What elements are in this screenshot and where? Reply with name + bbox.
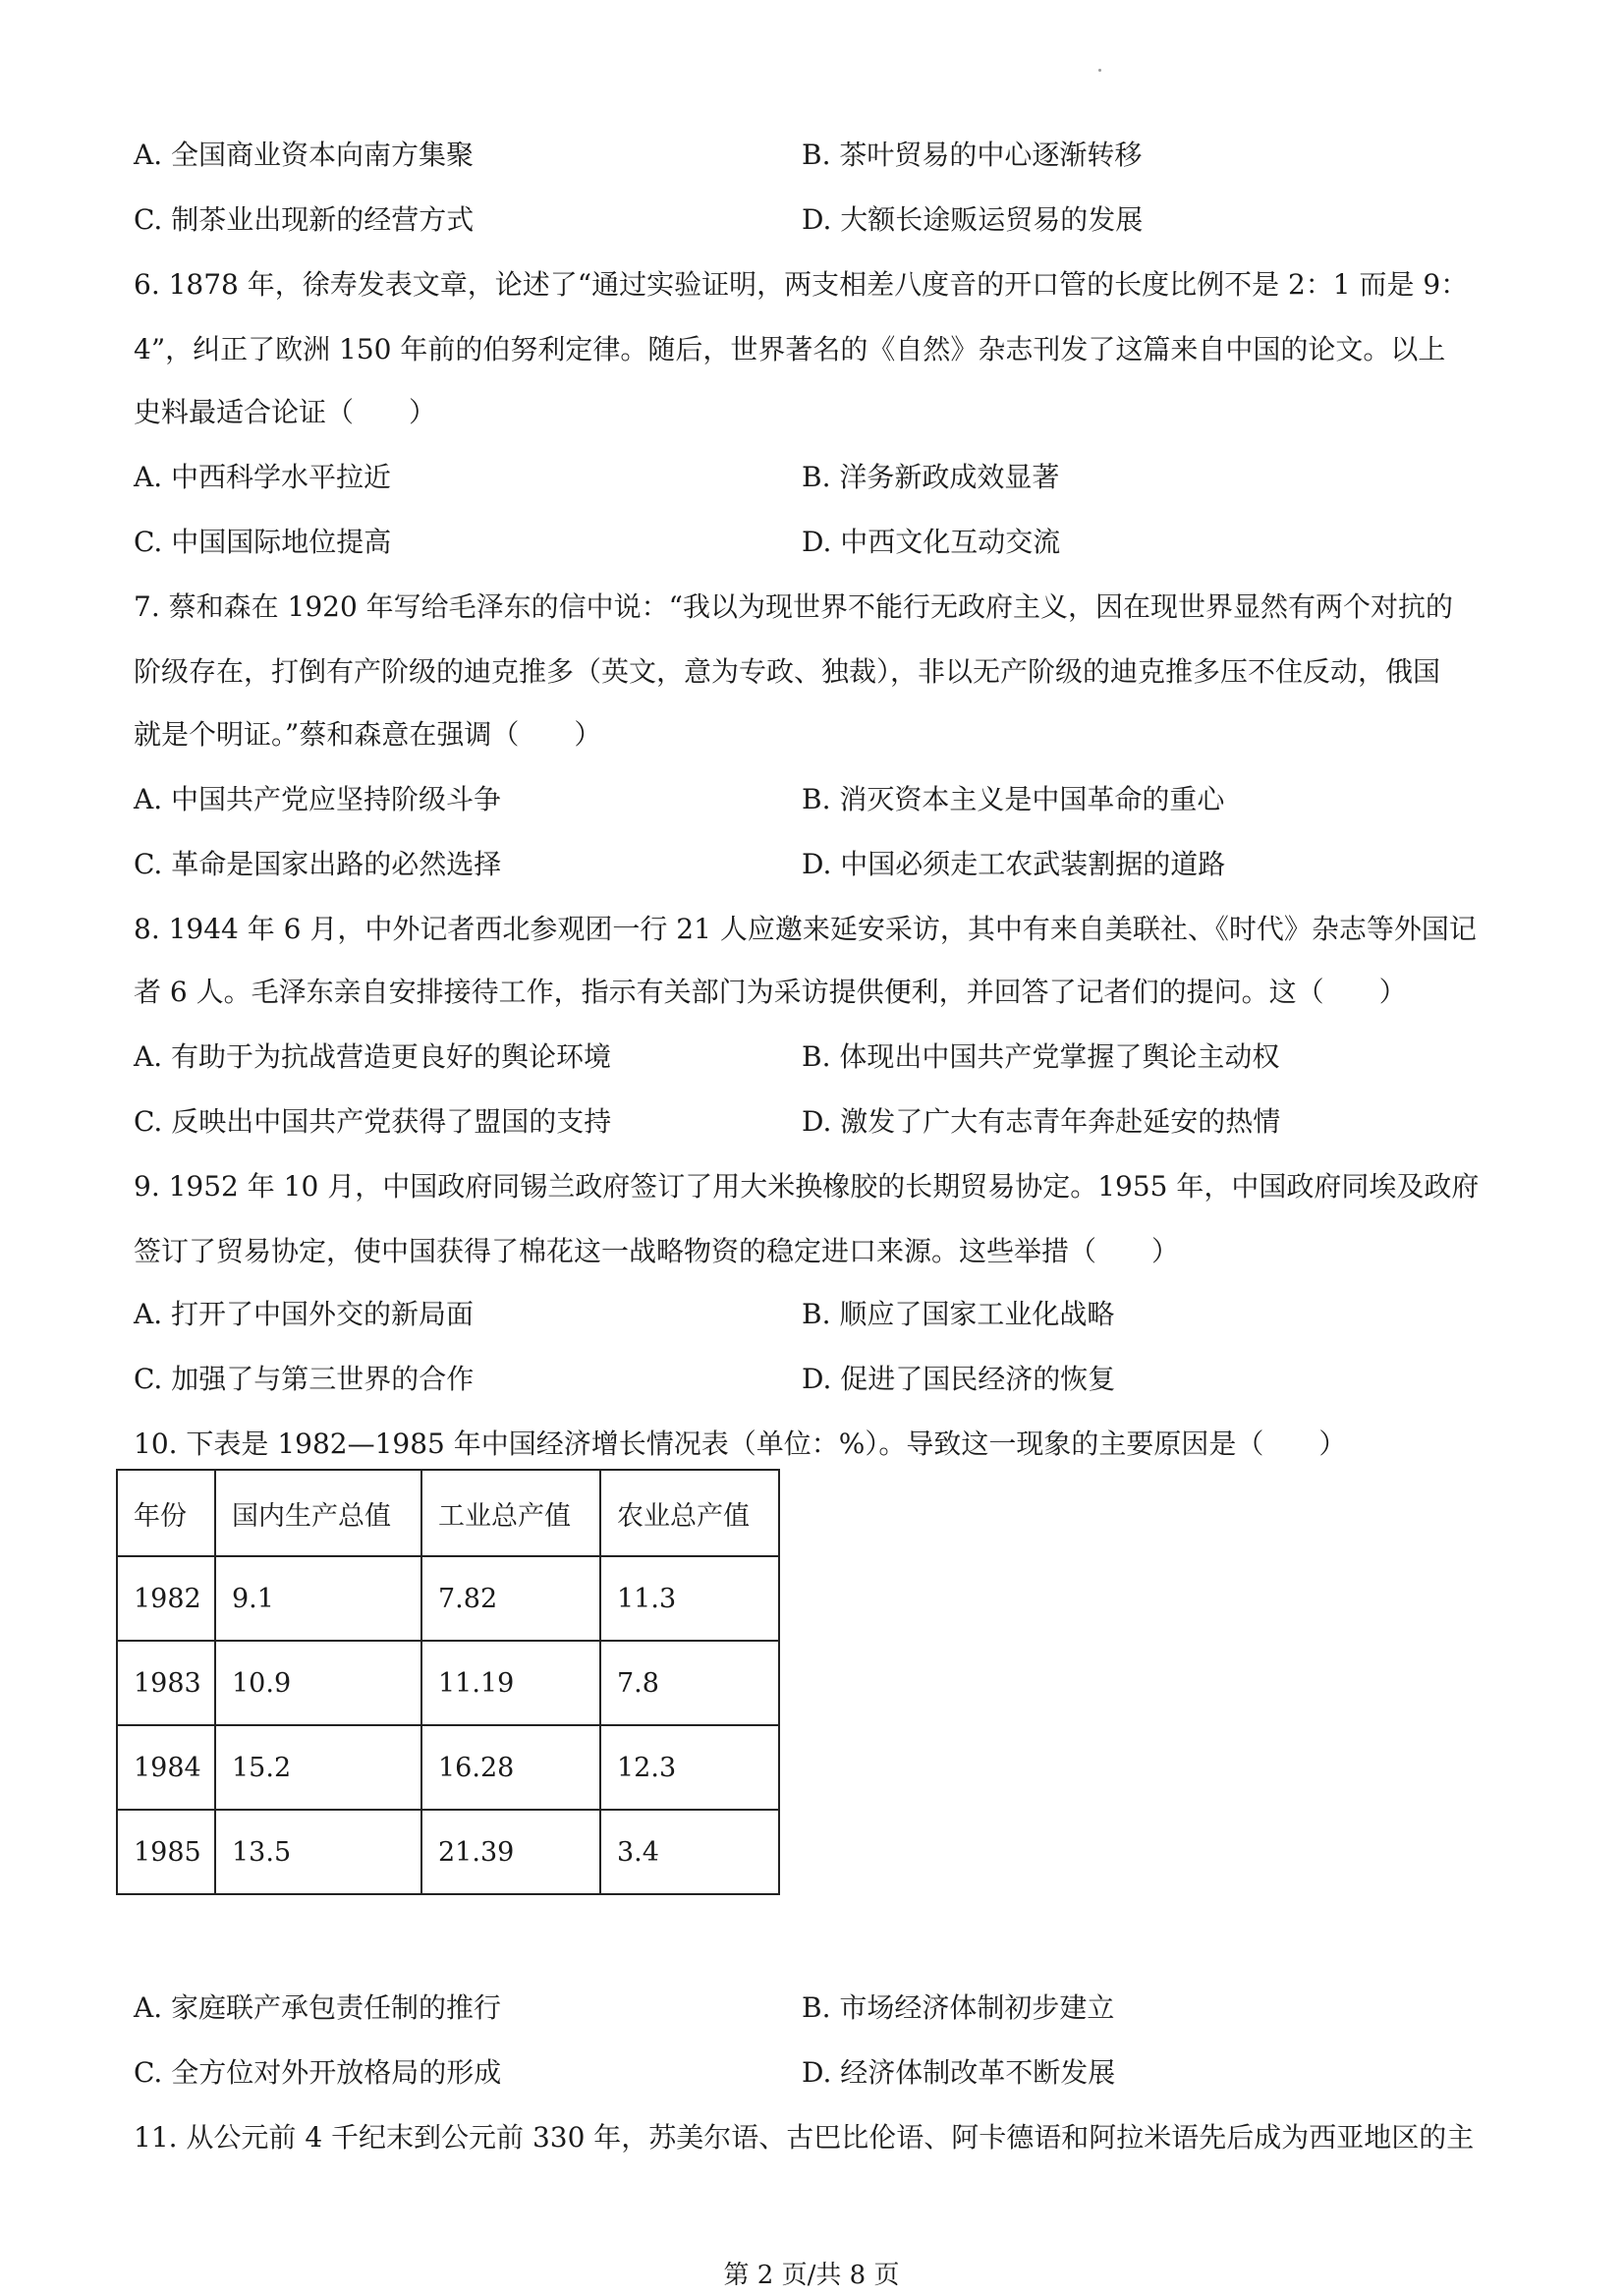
q8-stem-line-2: 者 6 人。毛泽东亲自安排接待工作，指示有关部门为采访提供便利，并回答了记者们的提问。这（ ） [134,976,1407,1008]
q8-option-d: D. 激发了广大有志青年奔赴延安的热情 [802,1105,1281,1138]
table-cell: 1985 [117,1810,215,1894]
table-cell: 1982 [117,1556,215,1641]
table-cell: 1984 [117,1725,215,1810]
table-cell: 12.3 [600,1725,779,1810]
q6-option-d: D. 中西文化互动交流 [802,526,1061,558]
q9-stem-line-2: 签订了贸易协定，使中国获得了棉花这一战略物资的稳定进口来源。这些举措（ ） [134,1235,1180,1267]
q8-stem-line-1: 8. 1944 年 6 月，中外记者西北参观团一行 21 人应邀来延安采访，其中有来自美联社、《时代》杂志等外国记 [134,913,1477,945]
economic-growth-table [116,1469,780,1895]
table-cell: 1983 [117,1641,215,1725]
q6-stem-line-3: 史料最适合论证（ ） [134,396,437,428]
table-cell: 11.19 [421,1641,600,1725]
table-row [117,1641,779,1725]
table-cell: 11.3 [600,1556,779,1641]
table-header-cell: 国内生产总值 [215,1470,421,1556]
table-row [117,1810,779,1894]
table-cell: 7.8 [600,1641,779,1725]
q7-option-b: B. 消灭资本主义是中国革命的重心 [802,783,1225,815]
q7-stem-line-3: 就是个明证。”蔡和森意在强调（ ） [134,718,602,751]
q8-option-a: A. 有助于为抗战营造更良好的舆论环境 [134,1040,612,1073]
q5-option-b: B. 茶叶贸易的中心逐渐转移 [802,139,1143,171]
q9-option-c: C. 加强了与第三世界的合作 [134,1363,475,1395]
q5-option-a: A. 全国商业资本向南方集聚 [134,139,475,171]
table-header-cell: 年份 [117,1470,215,1556]
q6-option-a: A. 中西科学水平拉近 [134,461,392,493]
q10-option-d: D. 经济体制改革不断发展 [802,2056,1116,2089]
q5-option-c: C. 制茶业出现新的经营方式 [134,203,475,236]
q6-option-c: C. 中国国际地位提高 [134,526,392,558]
table-header-cell: 农业总产值 [600,1470,779,1556]
q11-stem-line-1: 11. 从公元前 4 千纪末到公元前 330 年，苏美尔语、古巴比伦语、阿卡德语和阿拉米语先后成为西亚地区的主 [134,2121,1475,2154]
q10-stem: 10. 下表是 1982—1985 年中国经济增长情况表（单位：%）。导致这一现象的主要原因是（ ） [134,1428,1347,1460]
q7-option-c: C. 革命是国家出路的必然选择 [134,848,502,880]
page-footer: 第 2 页/共 8 页 [723,2261,900,2290]
table-row [117,1725,779,1810]
q9-stem-line-1: 9. 1952 年 10 月，中国政府同锡兰政府签订了用大米换橡胶的长期贸易协定。1955 年，中国政府同埃及政府 [134,1170,1480,1203]
table-cell: 21.39 [421,1810,600,1894]
q7-stem-line-2: 阶级存在，打倒有产阶级的迪克推多（英文，意为专政、独裁），非以无产阶级的迪克推多压不住反动，俄国 [134,655,1441,688]
scan-speck [1098,69,1101,72]
table-header-cell: 工业总产值 [421,1470,600,1556]
q8-option-c: C. 反映出中国共产党获得了盟国的支持 [134,1105,612,1138]
q8-option-b: B. 体现出中国共产党掌握了舆论主动权 [802,1040,1280,1073]
table-cell: 3.4 [600,1810,779,1894]
table-cell: 16.28 [421,1725,600,1810]
table-cell: 10.9 [215,1641,421,1725]
q5-option-d: D. 大额长途贩运贸易的发展 [802,203,1144,236]
q9-option-d: D. 促进了国民经济的恢复 [802,1363,1116,1395]
q10-option-c: C. 全方位对外开放格局的形成 [134,2056,502,2089]
q6-option-b: B. 洋务新政成效显著 [802,461,1060,493]
table-row [117,1556,779,1641]
table-cell: 7.82 [421,1556,600,1641]
q10-option-b: B. 市场经济体制初步建立 [802,1991,1115,2024]
q6-stem-line-1: 6. 1878 年，徐寿发表文章，论述了“通过实验证明，两支相差八度音的开口管的长度比例不是 2：1 而是 9： [134,268,1469,301]
table-cell: 13.5 [215,1810,421,1894]
table-cell: 9.1 [215,1556,421,1641]
q7-option-a: A. 中国共产党应坚持阶级斗争 [134,783,502,815]
q10-option-a: A. 家庭联产承包责任制的推行 [134,1991,502,2024]
q7-stem-line-1: 7. 蔡和森在 1920 年写给毛泽东的信中说：“我以为现世界不能行无政府主义，因在现世界显然有两个对抗的 [134,590,1453,623]
q6-stem-line-2: 4”，纠正了欧洲 150 年前的伯努利定律。随后，世界著名的《自然》杂志刊发了这篇来自中国的论文。以上 [134,333,1446,365]
q9-option-b: B. 顺应了国家工业化战略 [802,1298,1115,1330]
q7-option-d: D. 中国必须走工农武装割据的道路 [802,848,1226,880]
q9-option-a: A. 打开了中国外交的新局面 [134,1298,475,1330]
table-header-row [117,1470,779,1556]
table-cell: 15.2 [215,1725,421,1810]
